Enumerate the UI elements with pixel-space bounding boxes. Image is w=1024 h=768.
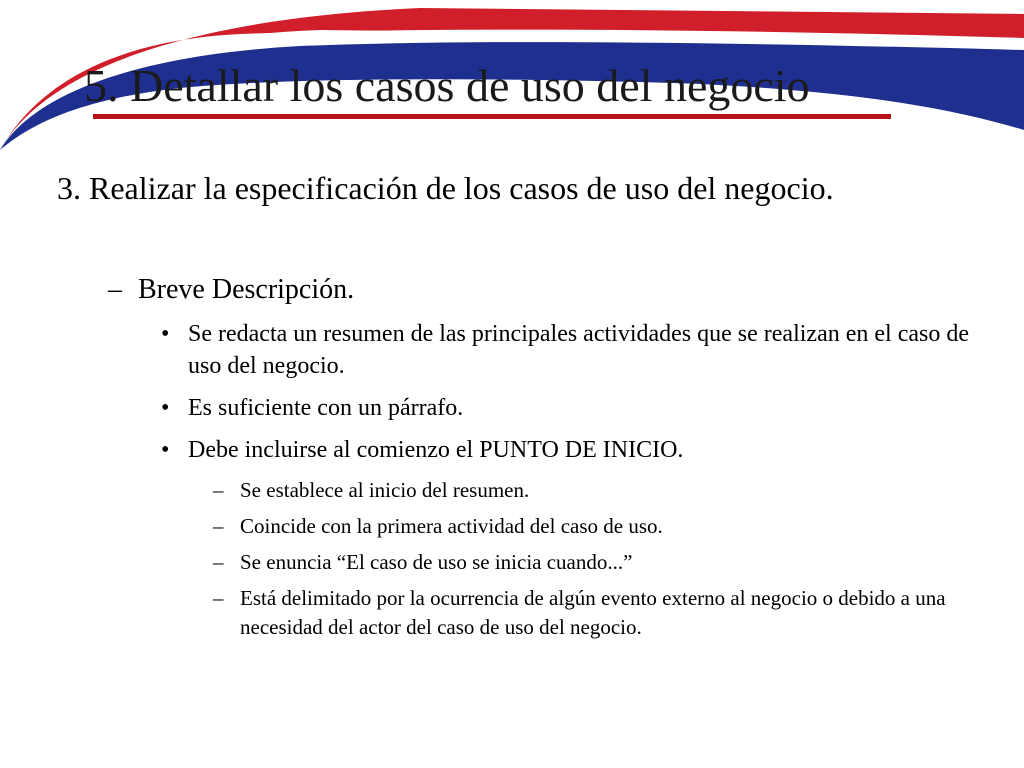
sub-list bbox=[213, 476, 983, 649]
slide-title: 5. Detallar los casos de uso del negocio bbox=[84, 60, 810, 111]
sub-item-text: Coincide con la primera actividad del caso de uso. bbox=[240, 514, 663, 538]
level2-text: Breve Descripción. bbox=[138, 274, 355, 305]
level1-point: 3. Realizar la especificación de los casos de uso del negocio. bbox=[57, 170, 834, 206]
dash-marker: – bbox=[213, 514, 224, 538]
sub-item-text: Se enuncia “El caso de uso se inicia cuando...” bbox=[240, 550, 633, 574]
dash-marker: – bbox=[213, 586, 224, 610]
level2-point bbox=[108, 272, 354, 308]
list-item bbox=[213, 476, 983, 505]
list-item bbox=[213, 512, 983, 541]
title-underline bbox=[93, 114, 891, 119]
bullet-text: Es suficiente con un párrafo. bbox=[188, 395, 464, 421]
bullet-marker: • bbox=[161, 321, 170, 347]
bullet-text: Debe incluirse al comienzo el PUNTO DE INICIO. bbox=[188, 437, 684, 463]
bullet-marker: • bbox=[161, 437, 170, 463]
list-item bbox=[161, 392, 981, 424]
list-item bbox=[161, 318, 981, 382]
dash-marker: – bbox=[213, 550, 224, 574]
level2-dash-marker: – bbox=[108, 274, 122, 305]
list-item bbox=[213, 548, 983, 577]
list-item bbox=[213, 584, 983, 642]
bullet-text: Se redacta un resumen de las principales actividades que se realizan en el caso de uso del negocio. bbox=[188, 321, 969, 379]
bullet-marker: • bbox=[161, 395, 170, 421]
dash-marker: – bbox=[213, 478, 224, 502]
bullet-list bbox=[161, 318, 981, 476]
sub-item-text: Se establece al inicio del resumen. bbox=[240, 478, 530, 502]
sub-item-text: Está delimitado por la ocurrencia de algún evento externo al negocio o debido a una necesidad del actor del caso de uso del negocio. bbox=[240, 586, 946, 639]
list-item bbox=[161, 434, 981, 466]
